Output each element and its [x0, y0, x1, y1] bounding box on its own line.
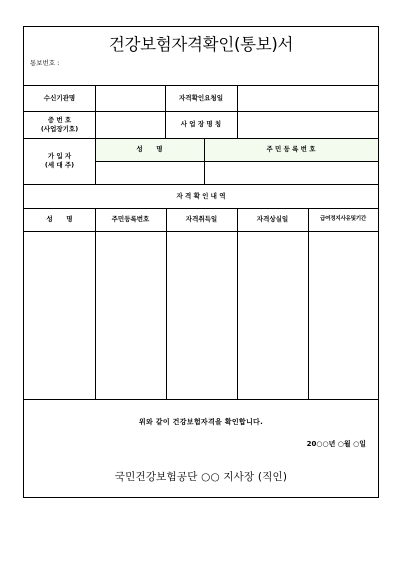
confirmation-statement: 위와 같이 건강보험자격을 확인합니다.: [138, 418, 264, 426]
request-date-label: 자격확인요청일: [179, 93, 223, 102]
detail-acquired-date-cell[interactable]: [167, 232, 237, 399]
certificate-number-label-line1: 증 번 호: [47, 115, 72, 124]
certificate-number-label: [24, 111, 95, 138]
subscriber-label-line1: 가 입 자: [47, 152, 72, 160]
detail-name-cell[interactable]: [24, 232, 95, 399]
detail-col-name: 성 명: [46, 215, 73, 223]
subscriber-resident-number-header: 주 민 등 록 번 호: [266, 145, 316, 153]
notice-number-label: 통보번호 :: [30, 59, 60, 67]
subscriber-resident-number-value[interactable]: [205, 162, 378, 184]
receiving-agency-label: 수신기관명: [43, 93, 76, 102]
detail-section-title: 자 격 확 인 내 역: [176, 191, 226, 200]
document-title: 건강보험자격확인(통보)서: [108, 35, 294, 54]
certificate-number-value[interactable]: [96, 112, 164, 138]
subscriber-name-value[interactable]: [96, 162, 204, 184]
detail-resident-number-cell[interactable]: [96, 232, 166, 399]
detail-col-lost-date: 자격상실일: [256, 215, 289, 223]
workplace-name-label: 사 업 장 명 칭: [180, 120, 222, 128]
insurance-qualification-form: [23, 26, 379, 498]
subscriber-label: [24, 138, 95, 184]
detail-benefit-suspension-cell[interactable]: [309, 232, 378, 399]
request-date-value[interactable]: [238, 86, 378, 111]
certificate-number-label-line2: (사업장기호): [40, 124, 79, 133]
detail-col-benefit-suspension: 급여정지사유및기간: [320, 216, 366, 222]
workplace-name-value[interactable]: [238, 112, 378, 138]
detail-col-resident-number: 주민등록번호: [111, 215, 150, 223]
subscriber-label-line2: (세 대 주): [44, 161, 75, 169]
detail-col-acquired-date: 자격취득일: [185, 215, 218, 223]
issue-date: 20○○년 ○월 ○일: [306, 440, 366, 448]
issuer-signature: 국민건강보험공단 ○○ 지사장 (직인): [114, 471, 288, 483]
detail-lost-date-cell[interactable]: [238, 232, 308, 399]
receiving-agency-value[interactable]: [96, 86, 164, 111]
subscriber-name-header: 성 명: [136, 145, 163, 153]
rule-before-footer: [24, 399, 378, 400]
